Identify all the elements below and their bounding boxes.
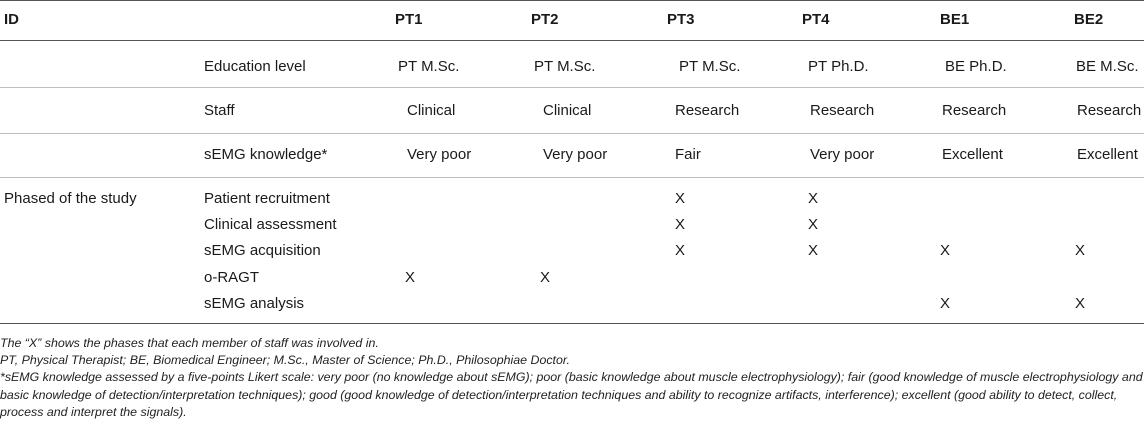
cell-knowledge-pt1: Very poor: [407, 146, 472, 163]
row-label-clinical-assessment: Clinical assessment: [204, 216, 337, 233]
row-rule: [0, 177, 1144, 178]
row-label-o-ragt: o-RAGT: [204, 269, 260, 286]
cell-acquisition-be2: X: [1075, 242, 1086, 259]
cell-oragt-pt1: X: [405, 269, 416, 286]
header-pt1: PT1: [395, 11, 423, 28]
cell-acquisition-pt4: X: [808, 242, 819, 259]
cell-staff-pt2: Clinical: [543, 102, 592, 119]
cell-education-pt3: PT M.Sc.: [679, 58, 741, 75]
cell-staff-pt3: Research: [675, 102, 740, 119]
header-pt3: PT3: [667, 11, 695, 28]
row-label-semg-analysis: sEMG analysis: [204, 295, 305, 312]
row-rule: [0, 133, 1144, 134]
cell-assessment-pt3: X: [675, 216, 686, 233]
row-label-staff: Staff: [204, 102, 235, 119]
table-top-rule: [0, 0, 1144, 1]
row-label-semg-acquisition: sEMG acquisition: [204, 242, 321, 259]
cell-recruitment-pt3: X: [675, 190, 686, 207]
header-id: ID: [4, 11, 19, 28]
cell-knowledge-pt3: Fair: [675, 146, 701, 163]
header-be1: BE1: [940, 11, 970, 28]
cell-staff-pt1: Clinical: [407, 102, 456, 119]
row-label-patient-recruitment: Patient recruitment: [204, 190, 330, 207]
table-bottom-rule: [0, 323, 1144, 324]
row-label-education: Education level: [204, 58, 306, 75]
cell-analysis-be1: X: [940, 295, 951, 312]
cell-knowledge-pt2: Very poor: [543, 146, 608, 163]
footnote-likert-scale: *sEMG knowledge assessed by a five-points Likert scale: very poor (no knowledge about sEMG); poor (basic knowledge about muscle electrophysiology); fair (good knowledge of muscle electrophysiology and basic knowledge of detection/interpretation techniques); good (good knowledge of detection/interpretation techniques and ability to recognize artifacts, interference); excellent (good ability to detect, collect, process and interpret the signals).: [0, 370, 1143, 419]
cell-recruitment-pt4: X: [808, 190, 819, 207]
cell-education-pt4: PT Ph.D.: [808, 58, 869, 75]
table-footnotes: [0, 335, 1144, 421]
header-be2: BE2: [1074, 11, 1104, 28]
cell-oragt-pt2: X: [540, 269, 551, 286]
cell-staff-be1: Research: [942, 102, 1007, 119]
group-label-phases: Phased of the study: [4, 190, 137, 207]
row-label-semg-knowledge: sEMG knowledge*: [204, 146, 328, 163]
cell-knowledge-be1: Excellent: [942, 146, 1003, 163]
cell-staff-pt4: Research: [810, 102, 875, 119]
row-rule: [0, 87, 1144, 88]
cell-staff-be2: Research: [1077, 102, 1142, 119]
cell-education-be2: BE M.Sc.: [1076, 58, 1139, 75]
cell-acquisition-pt3: X: [675, 242, 686, 259]
cell-education-pt1: PT M.Sc.: [398, 58, 460, 75]
header-pt4: PT4: [802, 11, 830, 28]
cell-knowledge-be2: Excellent: [1077, 146, 1138, 163]
header-rule: [0, 40, 1144, 41]
cell-education-be1: BE Ph.D.: [945, 58, 1007, 75]
cell-education-pt2: PT M.Sc.: [534, 58, 596, 75]
footnote-abbreviations: PT, Physical Therapist; BE, Biomedical Engineer; M.Sc., Master of Science; Ph.D., Philosophiae Doctor.: [0, 353, 570, 368]
cell-analysis-be2: X: [1075, 295, 1086, 312]
cell-acquisition-be1: X: [940, 242, 951, 259]
footnote-x-meaning: The “X” shows the phases that each member of staff was involved in.: [0, 336, 379, 350]
cell-assessment-pt4: X: [808, 216, 819, 233]
header-pt2: PT2: [531, 11, 559, 28]
cell-knowledge-pt4: Very poor: [810, 146, 875, 163]
